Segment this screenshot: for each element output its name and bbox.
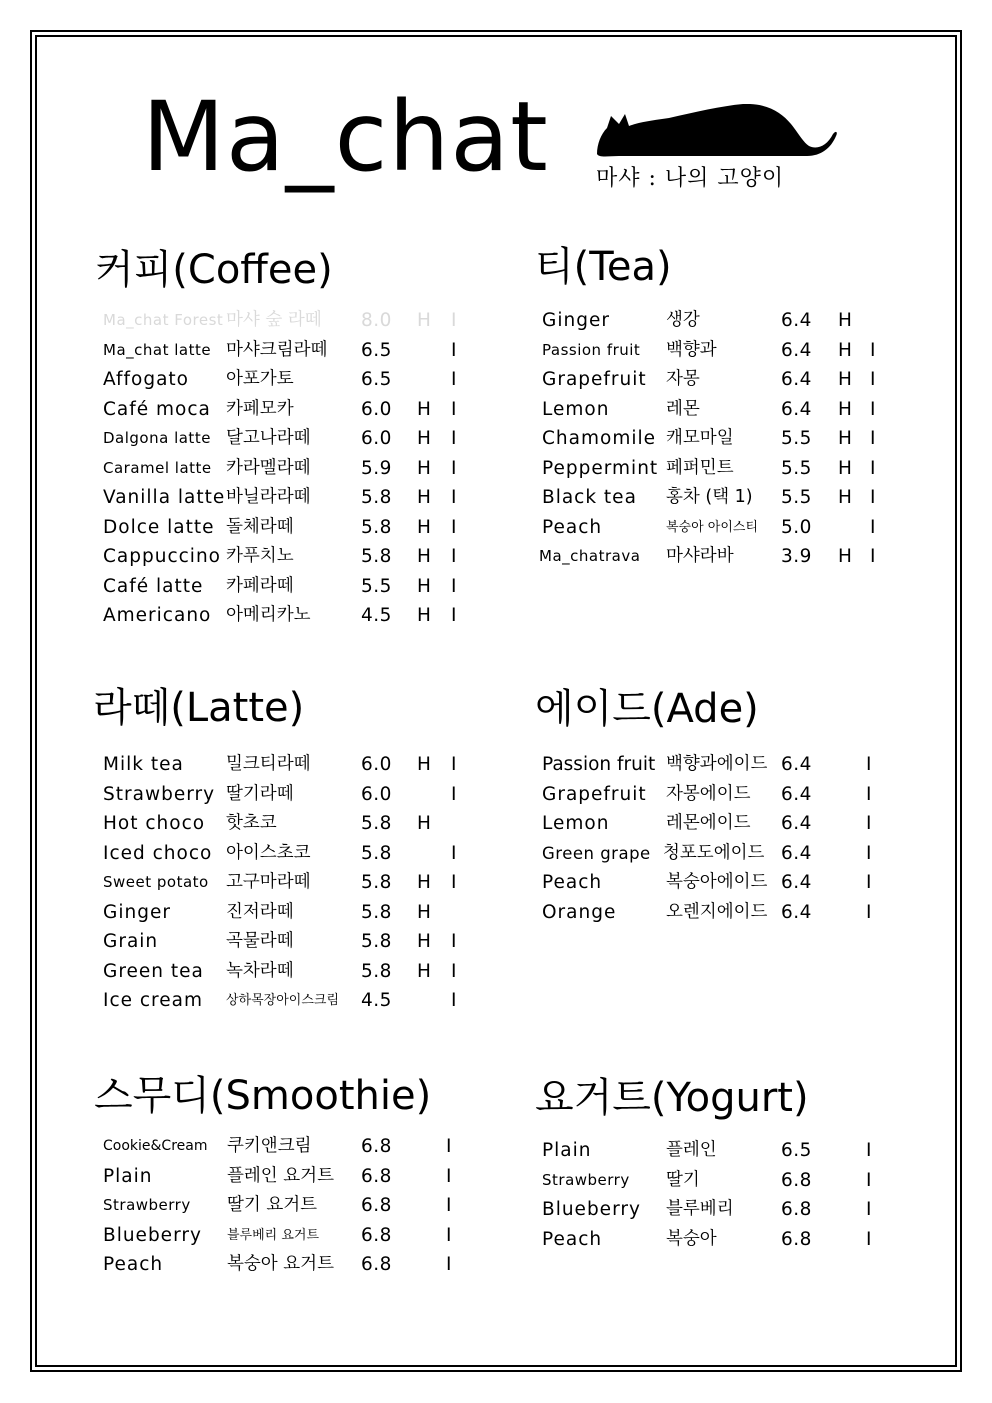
ice-mark: I bbox=[451, 310, 457, 331]
item-price: 6.0 bbox=[361, 398, 392, 420]
item-price: 5.5 bbox=[781, 457, 812, 479]
item-name-ko: 복숭아 bbox=[666, 1228, 717, 1249]
ice-mark: I bbox=[446, 1254, 452, 1275]
item-name-en: Green tea bbox=[103, 960, 204, 982]
ice-mark: I bbox=[866, 754, 872, 775]
ice-mark: I bbox=[451, 872, 457, 893]
hot-mark: H bbox=[417, 960, 431, 982]
menu-row bbox=[103, 395, 457, 425]
item-name-en: Hot choco bbox=[103, 813, 206, 834]
item-price: 5.8 bbox=[361, 487, 392, 508]
menu-row bbox=[103, 986, 457, 1016]
item-name-ko: 블루베리 bbox=[666, 1199, 734, 1219]
item-name-ko: 복숭아 아이스티 bbox=[666, 519, 759, 535]
ice-mark: I bbox=[451, 487, 457, 508]
menu-row bbox=[103, 1162, 452, 1192]
item-name-en: Caramel latte bbox=[103, 458, 212, 477]
menu-row bbox=[542, 1166, 872, 1196]
item-name-en: Affogato bbox=[103, 369, 189, 390]
item-price: 5.5 bbox=[781, 428, 812, 449]
ice-mark: I bbox=[451, 783, 457, 805]
hot-mark: H bbox=[417, 546, 431, 567]
ice-mark: I bbox=[870, 398, 876, 420]
hot-mark: H bbox=[417, 813, 431, 834]
item-name-en: Dolce latte bbox=[103, 516, 215, 538]
ice-mark: I bbox=[451, 990, 457, 1011]
item-price: 5.8 bbox=[361, 842, 392, 864]
hot-mark: H bbox=[417, 605, 431, 626]
ice-mark: I bbox=[451, 605, 457, 626]
brand-title: Ma_chat bbox=[142, 81, 549, 193]
item-name-en: Café moca bbox=[103, 398, 211, 420]
item-price: 5.5 bbox=[781, 487, 812, 508]
item-name-en: Plain bbox=[103, 1165, 153, 1187]
ice-mark: I bbox=[451, 428, 457, 449]
item-name-ko: 딸기라떼 bbox=[226, 783, 294, 804]
ice-mark: I bbox=[451, 842, 457, 864]
item-name-ko: 아메리카노 bbox=[226, 605, 311, 625]
menu-row bbox=[103, 957, 457, 987]
section-tea bbox=[535, 242, 876, 572]
menu-row bbox=[542, 424, 876, 454]
item-price: 6.5 bbox=[781, 1140, 812, 1161]
ice-mark: I bbox=[451, 457, 457, 479]
menu-row bbox=[103, 809, 431, 839]
ice-mark: I bbox=[866, 842, 872, 864]
ice-mark: I bbox=[866, 1140, 872, 1161]
menu-row bbox=[103, 868, 457, 898]
item-price: 6.4 bbox=[781, 398, 812, 420]
hot-mark: H bbox=[417, 575, 431, 597]
item-name-en: Ma_chat latte bbox=[103, 340, 212, 359]
menu-row bbox=[542, 839, 872, 869]
menu-row bbox=[103, 454, 457, 484]
item-name-ko: 블루베리 요거트 bbox=[227, 1227, 320, 1243]
item-name-ko: 밀크티라떼 bbox=[226, 754, 311, 774]
item-price: 5.8 bbox=[361, 931, 392, 952]
ice-mark: I bbox=[446, 1136, 452, 1157]
hot-mark: H bbox=[838, 546, 852, 567]
ice-mark: I bbox=[866, 1228, 872, 1250]
item-name-ko: 레몬에이드 bbox=[666, 813, 751, 833]
item-name-en: Peppermint bbox=[542, 457, 659, 479]
menu-row bbox=[542, 483, 876, 513]
ice-mark: I bbox=[870, 339, 876, 361]
item-price: 6.8 bbox=[361, 1195, 392, 1216]
menu-row bbox=[542, 1195, 872, 1225]
menu-row bbox=[542, 868, 872, 898]
menu-row bbox=[103, 1250, 452, 1280]
item-name-ko: 카페라떼 bbox=[226, 575, 294, 596]
item-name-ko: 마샤라바 bbox=[666, 546, 734, 566]
section-latte bbox=[93, 683, 457, 1016]
menu-row bbox=[542, 780, 872, 810]
section-title-latte: 라떼(Latte) bbox=[93, 685, 305, 731]
item-name-en: Café latte bbox=[103, 575, 204, 597]
item-price: 8.0 bbox=[361, 310, 392, 331]
item-price: 5.8 bbox=[361, 813, 392, 834]
item-name-en: Peach bbox=[103, 1254, 164, 1275]
hot-mark: H bbox=[838, 310, 852, 331]
menu-row bbox=[103, 1132, 452, 1162]
item-name-en: Lemon bbox=[542, 813, 610, 834]
item-name-ko: 쿠키앤크림 bbox=[227, 1136, 312, 1156]
menu-row bbox=[103, 306, 457, 336]
item-name-ko: 진저라떼 bbox=[226, 901, 294, 922]
item-price: 6.8 bbox=[361, 1165, 392, 1187]
hot-mark: H bbox=[417, 872, 431, 893]
menu-row bbox=[542, 365, 876, 395]
hot-mark: H bbox=[838, 487, 852, 508]
item-name-ko: 복숭아 요거트 bbox=[227, 1254, 334, 1274]
item-name-en: Black tea bbox=[542, 487, 637, 508]
hot-mark: H bbox=[838, 428, 852, 449]
item-name-ko: 핫초코 bbox=[226, 813, 277, 833]
ice-mark: I bbox=[866, 1199, 872, 1220]
item-price: 5.5 bbox=[361, 575, 392, 597]
menu-row bbox=[542, 809, 872, 839]
brand-subtitle: 마샤 : 나의 고양이 bbox=[596, 166, 785, 191]
ice-mark: I bbox=[866, 1169, 872, 1191]
item-price: 4.5 bbox=[361, 605, 392, 626]
item-price: 6.0 bbox=[361, 754, 392, 775]
section-title-ade: 에이드(Ade) bbox=[535, 686, 759, 732]
item-price: 6.4 bbox=[781, 310, 812, 331]
item-name-ko: 돌체라떼 bbox=[226, 516, 294, 537]
item-name-ko: 딸기 bbox=[666, 1169, 700, 1190]
item-name-en: Ginger bbox=[542, 310, 610, 331]
hot-mark: H bbox=[838, 457, 852, 479]
item-name-ko: 카페모카 bbox=[226, 398, 294, 419]
item-name-ko: 상하목장아이스크림 bbox=[226, 993, 340, 1008]
ice-mark: I bbox=[451, 398, 457, 420]
item-price: 5.0 bbox=[781, 516, 812, 538]
item-name-en: Cookie&Cream bbox=[103, 1138, 208, 1154]
item-name-ko: 자몽에이드 bbox=[666, 783, 751, 804]
hot-mark: H bbox=[417, 901, 431, 923]
item-price: 4.5 bbox=[361, 990, 392, 1011]
section-coffee bbox=[95, 245, 457, 631]
ice-mark: I bbox=[866, 813, 872, 834]
item-name-en: Vanilla latte bbox=[103, 487, 226, 508]
section-title-tea: 티(Tea) bbox=[535, 244, 672, 290]
item-name-ko: 청포도에이드 bbox=[663, 842, 765, 863]
item-price: 6.8 bbox=[781, 1169, 812, 1191]
menu-row bbox=[542, 898, 872, 928]
item-name-ko: 곡물라떼 bbox=[226, 931, 294, 951]
section-smoothie bbox=[94, 1071, 452, 1280]
item-price: 6.4 bbox=[781, 872, 812, 893]
item-price: 6.8 bbox=[781, 1199, 812, 1220]
item-name-ko: 자몽 bbox=[666, 369, 700, 389]
hot-mark: H bbox=[417, 428, 431, 449]
item-name-ko: 플레인 bbox=[666, 1140, 717, 1160]
item-name-ko: 백향과 bbox=[666, 339, 717, 360]
item-price: 5.8 bbox=[361, 872, 392, 893]
item-name-ko: 아포가토 bbox=[226, 369, 294, 389]
menu-row bbox=[103, 839, 457, 869]
item-name-en: Passion fruit bbox=[542, 340, 641, 359]
ice-mark: I bbox=[870, 457, 876, 479]
sleeping-cat-icon bbox=[595, 104, 837, 160]
menu-row bbox=[542, 1225, 872, 1255]
ice-mark: I bbox=[451, 931, 457, 952]
item-price: 6.8 bbox=[781, 1228, 812, 1250]
item-name-en: Strawberry bbox=[103, 783, 216, 805]
item-price: 5.9 bbox=[361, 457, 392, 479]
ice-mark: I bbox=[451, 369, 457, 390]
menu-row bbox=[103, 572, 457, 602]
item-name-en: Chamomile bbox=[542, 428, 657, 449]
item-name-ko: 마샤크림라떼 bbox=[226, 339, 328, 360]
ice-mark: I bbox=[451, 546, 457, 567]
item-name-ko: 레몬 bbox=[666, 398, 700, 419]
item-name-en: Grain bbox=[103, 931, 159, 952]
hot-mark: H bbox=[417, 310, 431, 331]
item-name-en: Dalgona latte bbox=[103, 429, 211, 447]
item-price: 5.8 bbox=[361, 901, 392, 923]
menu-row bbox=[103, 927, 457, 957]
item-name-en: Lemon bbox=[542, 398, 610, 420]
item-price: 6.4 bbox=[781, 783, 812, 805]
item-name-en: Peach bbox=[542, 516, 603, 538]
hot-mark: H bbox=[417, 516, 431, 538]
item-name-ko: 복숭아에이드 bbox=[666, 872, 768, 892]
ice-mark: I bbox=[870, 487, 876, 508]
item-price: 6.5 bbox=[361, 339, 392, 361]
item-name-ko: 카라멜라떼 bbox=[226, 457, 311, 478]
menu-row bbox=[103, 750, 457, 780]
item-name-en: Passion fruit bbox=[542, 754, 656, 775]
menu-row bbox=[103, 1191, 452, 1221]
item-name-ko: 홍차 (택 1) bbox=[666, 487, 753, 507]
ice-mark: I bbox=[870, 369, 876, 390]
item-price: 6.0 bbox=[361, 783, 392, 805]
item-name-en: Strawberry bbox=[103, 1196, 191, 1214]
ice-mark: I bbox=[446, 1195, 452, 1216]
hot-mark: H bbox=[417, 398, 431, 420]
item-name-ko: 녹차라떼 bbox=[226, 960, 294, 981]
menu-row bbox=[103, 780, 457, 810]
item-price: 6.4 bbox=[781, 842, 812, 864]
menu-row bbox=[542, 336, 876, 366]
item-name-en: Ma_chatrava bbox=[539, 547, 641, 565]
menu-row bbox=[103, 898, 431, 928]
item-price: 6.8 bbox=[361, 1224, 392, 1246]
hot-mark: H bbox=[838, 339, 852, 361]
item-name-ko: 오렌지에이드 bbox=[666, 901, 768, 922]
ice-mark: I bbox=[451, 754, 457, 775]
hot-mark: H bbox=[838, 398, 852, 420]
hot-mark: H bbox=[417, 754, 431, 775]
item-name-en: Americano bbox=[103, 605, 212, 626]
item-price: 6.4 bbox=[781, 339, 812, 361]
item-name-en: Ginger bbox=[103, 901, 171, 923]
item-name-ko: 캐모마일 bbox=[666, 428, 734, 448]
ice-mark: I bbox=[866, 901, 872, 923]
item-price: 5.8 bbox=[361, 960, 392, 982]
ice-mark: I bbox=[446, 1165, 452, 1187]
section-title-coffee: 커피(Coffee) bbox=[95, 247, 333, 293]
ice-mark: I bbox=[446, 1224, 452, 1246]
ice-mark: I bbox=[866, 872, 872, 893]
item-price: 6.4 bbox=[781, 754, 812, 775]
item-name-en: Ice cream bbox=[103, 990, 204, 1011]
menu-row bbox=[542, 395, 876, 425]
item-price: 5.8 bbox=[361, 546, 392, 567]
item-name-en: Ma_chat Forest bbox=[103, 311, 224, 329]
ice-mark: I bbox=[451, 516, 457, 538]
item-price: 6.5 bbox=[361, 369, 392, 390]
hot-mark: H bbox=[417, 931, 431, 952]
item-price: 5.8 bbox=[361, 516, 392, 538]
item-price: 3.9 bbox=[781, 546, 812, 567]
hot-mark: H bbox=[417, 487, 431, 508]
item-name-en: Orange bbox=[542, 901, 617, 923]
item-name-en: Sweet potato bbox=[103, 873, 209, 891]
item-name-en: Strawberry bbox=[542, 1170, 630, 1189]
ice-mark: I bbox=[866, 783, 872, 805]
item-name-ko: 생강 bbox=[666, 310, 700, 330]
menu-row bbox=[103, 483, 457, 513]
item-name-ko: 마샤 숲 라떼 bbox=[226, 310, 322, 330]
item-name-en: Peach bbox=[542, 872, 603, 893]
menu-row bbox=[103, 424, 457, 454]
item-name-ko: 딸기 요거트 bbox=[227, 1195, 318, 1215]
item-name-en: Cappuccino bbox=[103, 546, 221, 567]
item-name-en: Green grape bbox=[542, 843, 651, 863]
item-price: 6.8 bbox=[361, 1136, 392, 1157]
menu-row bbox=[103, 1221, 452, 1251]
item-name-ko: 플레인 요거트 bbox=[227, 1165, 334, 1186]
item-price: 6.4 bbox=[781, 369, 812, 390]
section-title-yogurt: 요거트(Yogurt) bbox=[535, 1075, 809, 1121]
item-name-en: Peach bbox=[542, 1228, 603, 1250]
ice-mark: I bbox=[451, 960, 457, 982]
item-price: 6.0 bbox=[361, 428, 392, 449]
menu-row bbox=[103, 336, 457, 366]
section-yogurt bbox=[535, 1073, 872, 1254]
ice-mark: I bbox=[870, 546, 876, 567]
section-title-smoothie: 스무디(Smoothie) bbox=[94, 1073, 432, 1119]
item-name-en: Blueberry bbox=[103, 1224, 202, 1246]
item-name-ko: 백향과에이드 bbox=[666, 754, 768, 774]
item-name-en: Iced choco bbox=[103, 842, 213, 864]
ice-mark: I bbox=[870, 428, 876, 449]
ice-mark: I bbox=[451, 339, 457, 361]
section-ade bbox=[535, 684, 872, 927]
hot-mark: H bbox=[838, 369, 852, 390]
item-price: 6.8 bbox=[361, 1254, 392, 1275]
item-name-ko: 바닐라라떼 bbox=[226, 487, 311, 507]
menu-row bbox=[103, 365, 457, 395]
item-name-ko: 페퍼민트 bbox=[666, 457, 734, 478]
hot-mark: H bbox=[417, 457, 431, 479]
menu-row bbox=[103, 513, 457, 543]
ice-mark: I bbox=[451, 575, 457, 597]
item-name-en: Plain bbox=[542, 1140, 592, 1161]
menu-row bbox=[542, 454, 876, 484]
item-name-ko: 아이스초코 bbox=[226, 842, 311, 863]
menu-row bbox=[103, 542, 457, 572]
item-name-ko: 달고나라떼 bbox=[226, 428, 311, 448]
menu-row bbox=[103, 601, 457, 631]
item-name-en: Blueberry bbox=[542, 1199, 641, 1220]
menu-row bbox=[542, 306, 852, 336]
item-price: 6.4 bbox=[781, 813, 812, 834]
menu-row bbox=[539, 542, 876, 572]
item-price: 6.4 bbox=[781, 901, 812, 923]
item-name-en: Milk tea bbox=[103, 754, 184, 775]
item-name-ko: 고구마라떼 bbox=[226, 872, 311, 892]
menu-row bbox=[542, 1136, 872, 1166]
item-name-ko: 카푸치노 bbox=[226, 546, 294, 566]
ice-mark: I bbox=[870, 516, 876, 538]
menu-row bbox=[542, 750, 872, 780]
menu-row bbox=[542, 513, 876, 543]
item-name-en: Grapefruit bbox=[542, 783, 647, 805]
item-name-en: Grapefruit bbox=[542, 369, 647, 390]
